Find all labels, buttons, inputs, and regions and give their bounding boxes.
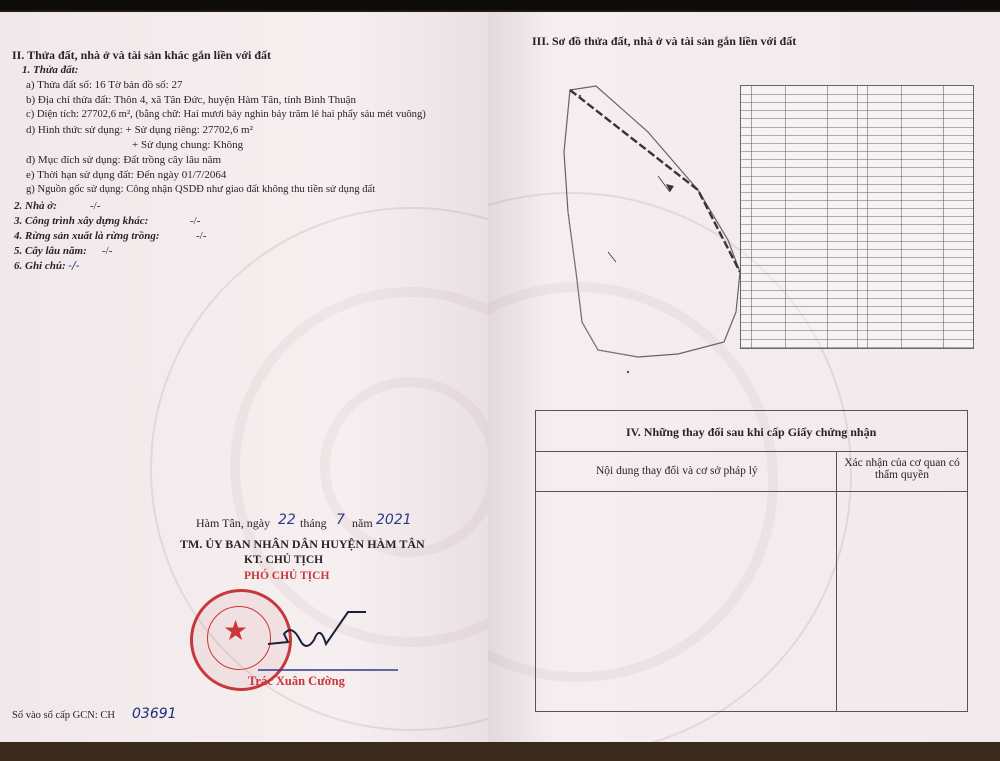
- wood-surface: [0, 742, 1000, 761]
- col-content-header: Nội dung thay đổi và cơ sở pháp lý: [596, 465, 758, 477]
- note-value: -/-: [68, 259, 80, 272]
- date-year-label: năm: [352, 516, 373, 530]
- seal-star-icon: ★: [223, 616, 249, 647]
- section4-header-line: [536, 451, 967, 452]
- usage-form-shared: + Sử dụng chung: Không: [132, 139, 244, 151]
- cert-number-value: 03691: [132, 706, 177, 722]
- section4-column-line: [836, 451, 837, 711]
- note-label: 6. Ghi chú:: [14, 260, 66, 272]
- land-heading: 1. Thửa đất:: [22, 64, 79, 76]
- col-confirm-text: Xác nhận của cơ quan có thẩm quyền: [844, 457, 960, 481]
- origin-line: g) Nguồn gốc sử dụng: Công nhận QSDĐ như giao đất không thu tiền sử dụng đất: [26, 184, 376, 195]
- signer-role1: KT. CHỦ TỊCH: [244, 554, 324, 566]
- col-confirm-header: [842, 457, 962, 481]
- forest-value: -/-: [196, 230, 207, 242]
- section4-title: IV. Những thay đổi sau khi cấp Giấy chứng nhận: [626, 425, 877, 439]
- parcel-line: a) Thửa đất số: 16 Tờ bản đồ số: 27: [26, 79, 183, 91]
- coordinate-table: [740, 85, 974, 349]
- signer-role2: PHÓ CHỦ TỊCH: [244, 570, 330, 582]
- perennial-label: 5. Cây lâu năm:: [14, 245, 87, 257]
- term-line: e) Thời hạn sử dụng đất: Đến ngày 01/7/2064: [26, 169, 227, 181]
- usage-form-private: d) Hình thức sử dụng: + Sử dụng riêng: 27702,6 m²: [26, 124, 253, 136]
- section3-title: III. Sơ đồ thửa đất, nhà ở và tài sản gắn liền với đất: [532, 34, 797, 48]
- parcel-map: [508, 72, 748, 392]
- house-value: -/-: [90, 200, 101, 212]
- signature-stroke: [248, 604, 408, 674]
- date-month: 7: [336, 512, 345, 528]
- forest-label: 4. Rừng sản xuất là rừng trồng:: [14, 230, 160, 242]
- construction-value: -/-: [190, 215, 201, 227]
- address-line: b) Địa chỉ thửa đất: Thôn 4, xã Tân Đức, huyện Hàm Tân, tỉnh Bình Thuận: [26, 94, 357, 106]
- left-page: [0, 12, 490, 744]
- changes-section: [535, 410, 968, 712]
- area-line: c) Diện tích: 27702,6 m², (bằng chữ: Hai mươi bảy nghìn bảy trăm lẻ hai phẩy sáu mét vuông): [26, 109, 426, 120]
- date-month-label: tháng: [300, 516, 327, 530]
- perennial-value: -/-: [102, 245, 113, 257]
- purpose-line: đ) Mục đích sử dụng: Đất trồng cây lâu năm: [26, 154, 222, 166]
- top-border: [0, 0, 1000, 10]
- cert-number-label: Số vào sổ cấp GCN: CH: [12, 710, 115, 721]
- right-page: [488, 12, 1000, 744]
- section4-subheader-line: [536, 491, 967, 492]
- date-day: 22: [278, 512, 296, 528]
- signer-name: Trác Xuân Cường: [248, 674, 345, 688]
- date-year: 2021: [376, 512, 412, 528]
- drum-ring-left-2: [320, 377, 490, 557]
- signer-org: TM. ỦY BAN NHÂN DÂN HUYỆN HÀM TÂN: [180, 537, 425, 551]
- date-prefix: Hàm Tân, ngày: [196, 516, 271, 530]
- table-row: [741, 339, 973, 348]
- house-label: 2. Nhà ở:: [14, 200, 57, 212]
- construction-label: 3. Công trình xây dựng khác:: [14, 215, 149, 227]
- section2-title: II. Thửa đất, nhà ở và tài sản khác gắn liền với đất: [12, 48, 272, 62]
